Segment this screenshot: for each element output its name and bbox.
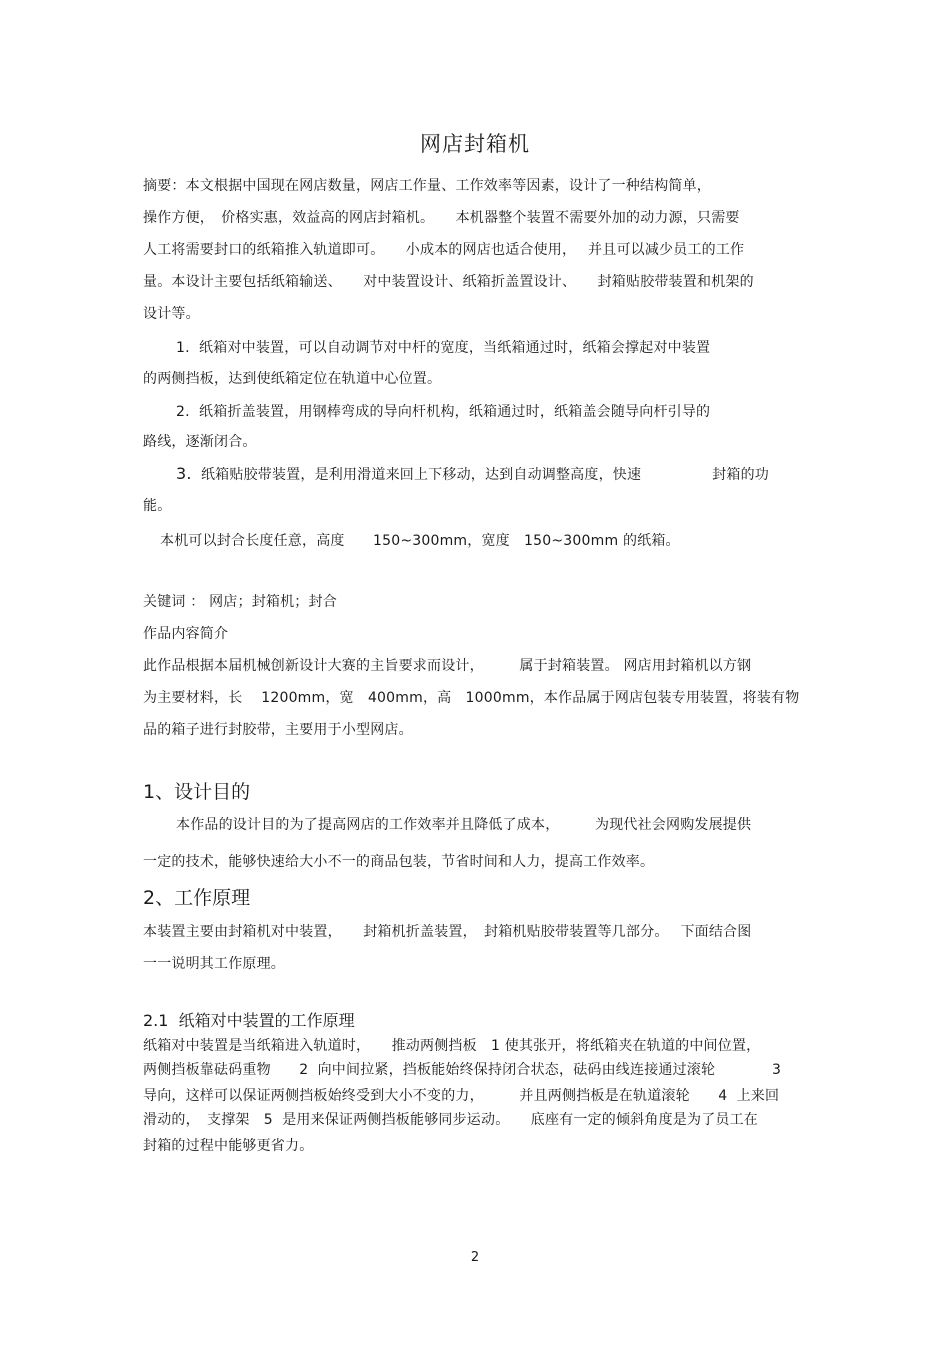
section-2-heading: 2、工作原理 (143, 887, 251, 909)
section-2-1-line: 导向，这样可以保证两侧挡板始终受到大小不变的力， 并且两侧挡板是在轨道滚轮 4 上来回 (143, 1088, 780, 1104)
keywords-line: 关键词 ： 网店；封箱机；封合 (143, 594, 337, 610)
section-2-line: 本装置主要由封箱机对中装置， 封箱机折盖装置， 封箱机贴胶带装置等几部分。 下面结合图 (143, 924, 752, 940)
section-2-1-line: 封箱的过程中能够更省力。 (143, 1138, 314, 1154)
abstract-line: 人工将需要封口的纸箱推入轨道即可。 小成本的网店也适合使用， 并且可以减少员工的工作 (143, 242, 745, 258)
item-3-line: 能。 (143, 498, 172, 514)
spec-line: 本机可以封合长度任意，高度 150~300mm，宽度 150~300mm 的纸箱。 (160, 533, 680, 549)
intro-line: 品的箱子进行封胶带，主要用于小型网店。 (143, 722, 413, 738)
item-3-line (176, 464, 769, 485)
document-title: 网店封箱机 (420, 132, 530, 156)
intro-line: 此作品根据本届机械创新设计大赛的主旨要求而设计， 属于封箱装置。 网店用封箱机以方钢 (143, 658, 752, 674)
section-1-line: 一定的技术，能够快速给大小不一的商品包装，节省时间和人力，提高工作效率。 (143, 854, 655, 870)
item-1-line: 的两侧挡板，达到使纸箱定位在轨道中心位置。 (143, 371, 442, 387)
section-1-line: 本作品的设计目的为了提高网店的工作效率并且降低了成本， 为现代社会网购发展提供 (176, 817, 752, 833)
item-2-line: 2. 纸箱折盖装置，用钢棒弯成的导向杆机构，纸箱通过时，纸箱盖会随导向杆引导的 (176, 404, 711, 420)
abstract-line: 设计等。 (143, 306, 200, 322)
section-2-1-line: 两侧挡板靠砝码重物 2 向中间拉紧，挡板能始终保持闭合状态，砝码由线连接通过滚轮 3 (143, 1062, 782, 1078)
item-3-number: 3. (176, 464, 192, 483)
abstract-line: 操作方便， 价格实惠，效益高的网店封箱机。 本机器整个装置不需要外加的动力源，只需要 (143, 210, 740, 226)
section-2-1-heading: 2.1 纸箱对中装置的工作原理 (143, 1011, 355, 1030)
abstract-line: 摘要：本文根据中国现在网店数量，网店工作量、工作效率等因素，设计了一种结构简单， (143, 178, 711, 194)
page-number: 2 (470, 1250, 480, 1265)
section-2-1-line: 纸箱对中装置是当纸箱进入轨道时， 推动两侧挡板 1 使其张开，将纸箱夹在轨道的中间位置， (143, 1038, 761, 1054)
item-1-line: 1. 纸箱对中装置，可以自动调节对中杆的宽度，当纸箱通过时，纸箱会撑起对中装置 (176, 340, 711, 356)
item-3-text: 纸箱贴胶带装置，是利用滑道来回上下移动，达到自动调整高度，快速 封箱的功 (191, 467, 769, 483)
section-2-line: 一一说明其工作原理。 (143, 956, 285, 972)
intro-line: 为主要材料，长 1200mm，宽 400mm，高 1000mm，本作品属于网店包装专用装置，将装有物 (143, 690, 800, 706)
section-1-heading: 1、设计目的 (143, 781, 251, 803)
item-2-line: 路线，逐渐闭合。 (143, 434, 257, 450)
abstract-line: 量。本设计主要包括纸箱输送、 对中装置设计、纸箱折盖置设计、 封箱贴胶带装置和机架的 (143, 274, 754, 290)
section-2-1-line: 滑动的， 支撑架 5 是用来保证两侧挡板能够同步运动。 底座有一定的倾斜角度是为了员工在 (143, 1112, 759, 1128)
intro-heading: 作品内容简介 (143, 626, 229, 642)
